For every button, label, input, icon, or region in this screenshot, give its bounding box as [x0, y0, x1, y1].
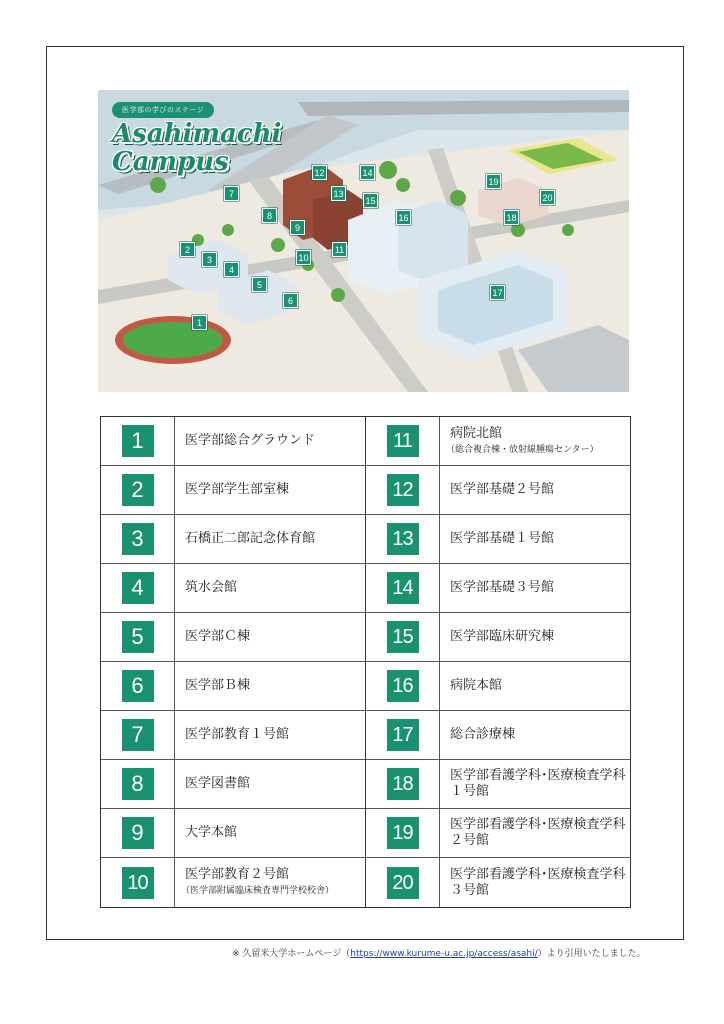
footer-suffix: ）より引用いたしました。: [537, 949, 646, 959]
building-number-badge: 6: [122, 670, 154, 702]
legend-row: [366, 466, 631, 515]
map-title-line1: Asahimachi: [112, 119, 282, 149]
building-name-cell: [175, 482, 289, 498]
legend-row: [366, 417, 631, 466]
legend-row: [366, 515, 631, 564]
building-name: 病院本館: [450, 678, 503, 693]
legend-number-cell: [101, 466, 175, 514]
legend-number-cell: [366, 662, 440, 710]
map-pin-7: 7: [224, 186, 239, 201]
building-number-badge: 20: [387, 867, 419, 899]
building-name-cell: [440, 426, 599, 457]
map-pin-8: 8: [262, 208, 277, 223]
legend-row: [101, 809, 365, 858]
map-title: [112, 120, 312, 176]
building-number-badge: 19: [387, 817, 419, 849]
legend-row: [101, 711, 365, 760]
legend-row: [101, 564, 365, 613]
building-name-cell: [175, 629, 250, 645]
building-number-badge: 13: [387, 523, 419, 555]
legend-row: [101, 515, 365, 564]
building-name-note: （医学部附属臨床検査専門学校校舎）: [181, 886, 335, 896]
legend-number-cell: [366, 760, 440, 808]
legend-column-right: [366, 417, 631, 907]
legend-number-cell: [101, 711, 175, 759]
map-pin-1: 1: [192, 315, 207, 330]
legend-row: [101, 613, 365, 662]
legend-number-cell: [101, 515, 175, 563]
map-pin-4: 4: [224, 262, 239, 277]
building-number-badge: 12: [387, 474, 419, 506]
legend-number-cell: [101, 858, 175, 907]
building-name-cell: [440, 482, 554, 498]
legend-number-cell: [101, 662, 175, 710]
map-pin-18: 18: [504, 210, 519, 225]
building-number-badge: 18: [387, 768, 419, 800]
source-link[interactable]: https://www.kurume-u.ac.jp/access/asahi/: [350, 949, 538, 959]
legend-row: [101, 760, 365, 809]
legend-row: [366, 711, 631, 760]
legend-row: [366, 613, 631, 662]
legend-row: [366, 564, 631, 613]
building-name: 石橋正二郎記念体育館: [185, 531, 316, 546]
map-pin-6: 6: [283, 293, 298, 308]
map-pin-10: 10: [296, 250, 311, 265]
map-title-line2: Campus: [112, 147, 229, 177]
building-name-cell: [175, 776, 250, 792]
legend-row: [366, 858, 631, 907]
building-legend-table: [100, 416, 631, 908]
legend-number-cell: [101, 809, 175, 857]
building-name-cell: [440, 678, 502, 694]
building-number-badge: 11: [387, 425, 419, 457]
building-name-cell: [175, 678, 250, 694]
map-pin-5: 5: [252, 277, 267, 292]
building-name-cell: [440, 629, 554, 645]
map-pin-3: 3: [202, 252, 217, 267]
building-name: 医学部教育１号館: [185, 727, 290, 742]
legend-number-cell: [366, 858, 440, 907]
legend-number-cell: [366, 564, 440, 612]
legend-number-cell: [101, 564, 175, 612]
building-name: 医学部基礎１号館: [450, 531, 555, 546]
building-name-cell: [440, 817, 626, 849]
building-number-badge: 1: [122, 425, 154, 457]
building-name-cell: [175, 867, 334, 898]
building-name-cell: [175, 727, 289, 743]
legend-number-cell: [101, 417, 175, 465]
building-name-cell: [440, 580, 554, 596]
building-name-cell: [440, 531, 554, 547]
legend-number-cell: [366, 417, 440, 465]
building-name: 医学部看護学科･医療検査学科 ２号館: [450, 817, 626, 848]
legend-row: [366, 662, 631, 711]
map-pin-20: 20: [540, 190, 555, 205]
legend-row: [366, 809, 631, 858]
map-pin-12: 12: [312, 165, 327, 180]
building-number-badge: 16: [387, 670, 419, 702]
building-number-badge: 17: [387, 719, 419, 751]
building-name: 医学部基礎３号館: [450, 580, 555, 595]
building-name: 医学部総合グラウンド: [185, 433, 316, 448]
map-pin-2: 2: [180, 242, 195, 257]
legend-row: [101, 466, 365, 515]
building-name-cell: [175, 531, 315, 547]
legend-number-cell: [101, 760, 175, 808]
map-pin-11: 11: [332, 242, 347, 257]
legend-number-cell: [366, 711, 440, 759]
map-pin-14: 14: [360, 165, 375, 180]
legend-number-cell: [101, 613, 175, 661]
legend-number-cell: [366, 515, 440, 563]
map-pin-15: 15: [363, 193, 378, 208]
building-number-badge: 15: [387, 621, 419, 653]
legend-number-cell: [366, 613, 440, 661]
building-name: 医学部臨床研究棟: [450, 629, 555, 644]
building-name: 総合診療棟: [450, 727, 516, 742]
building-name: 医学部Ｃ棟: [185, 629, 251, 644]
building-number-badge: 5: [122, 621, 154, 653]
building-name: 医学部看護学科･医療検査学科 １号館: [450, 768, 626, 799]
building-name: 医学部看護学科･医療検査学科 ３号館: [450, 866, 626, 898]
campus-map: [98, 90, 629, 392]
source-footer: [232, 946, 646, 959]
building-name: 医学部学生部室棟: [185, 482, 290, 497]
map-tag: 医学部の学びのステージ: [112, 102, 214, 118]
legend-row: [366, 760, 631, 809]
building-name: 筑水会館: [185, 580, 238, 595]
building-number-badge: 14: [387, 572, 419, 604]
building-name-cell: [175, 433, 315, 449]
legend-row: [101, 858, 365, 907]
building-name: 医学部基礎２号館: [450, 482, 555, 497]
footer-prefix: ※ 久留米大学ホームページ（: [232, 949, 351, 959]
building-name-cell: [440, 867, 626, 899]
legend-column-left: [101, 417, 366, 907]
legend-row: [101, 417, 365, 466]
building-name: 医学部教育２号館: [185, 867, 290, 882]
legend-row: [101, 662, 365, 711]
legend-number-cell: [366, 809, 440, 857]
building-number-badge: 7: [122, 719, 154, 751]
building-number-badge: 10: [122, 867, 154, 899]
building-number-badge: 9: [122, 817, 154, 849]
building-name: 医学部Ｂ棟: [185, 678, 251, 693]
building-name-cell: [175, 580, 237, 596]
building-name-cell: [440, 727, 515, 743]
building-name: 病院北館: [450, 425, 503, 441]
building-name-note: （総合複合棟・放射線腫瘍センター）: [446, 444, 599, 455]
map-pin-16: 16: [396, 210, 411, 225]
map-pin-19: 19: [486, 174, 501, 189]
map-pin-9: 9: [290, 220, 305, 235]
building-number-badge: 2: [122, 474, 154, 506]
building-number-badge: 3: [122, 523, 154, 555]
building-name: 医学図書館: [185, 776, 251, 791]
legend-number-cell: [366, 466, 440, 514]
building-name-cell: [440, 768, 626, 800]
building-name-cell: [175, 825, 237, 841]
building-number-badge: 8: [122, 768, 154, 800]
building-name: 大学本館: [185, 825, 238, 840]
building-number-badge: 4: [122, 572, 154, 604]
map-pin-17: 17: [490, 285, 505, 300]
map-pin-13: 13: [331, 186, 346, 201]
